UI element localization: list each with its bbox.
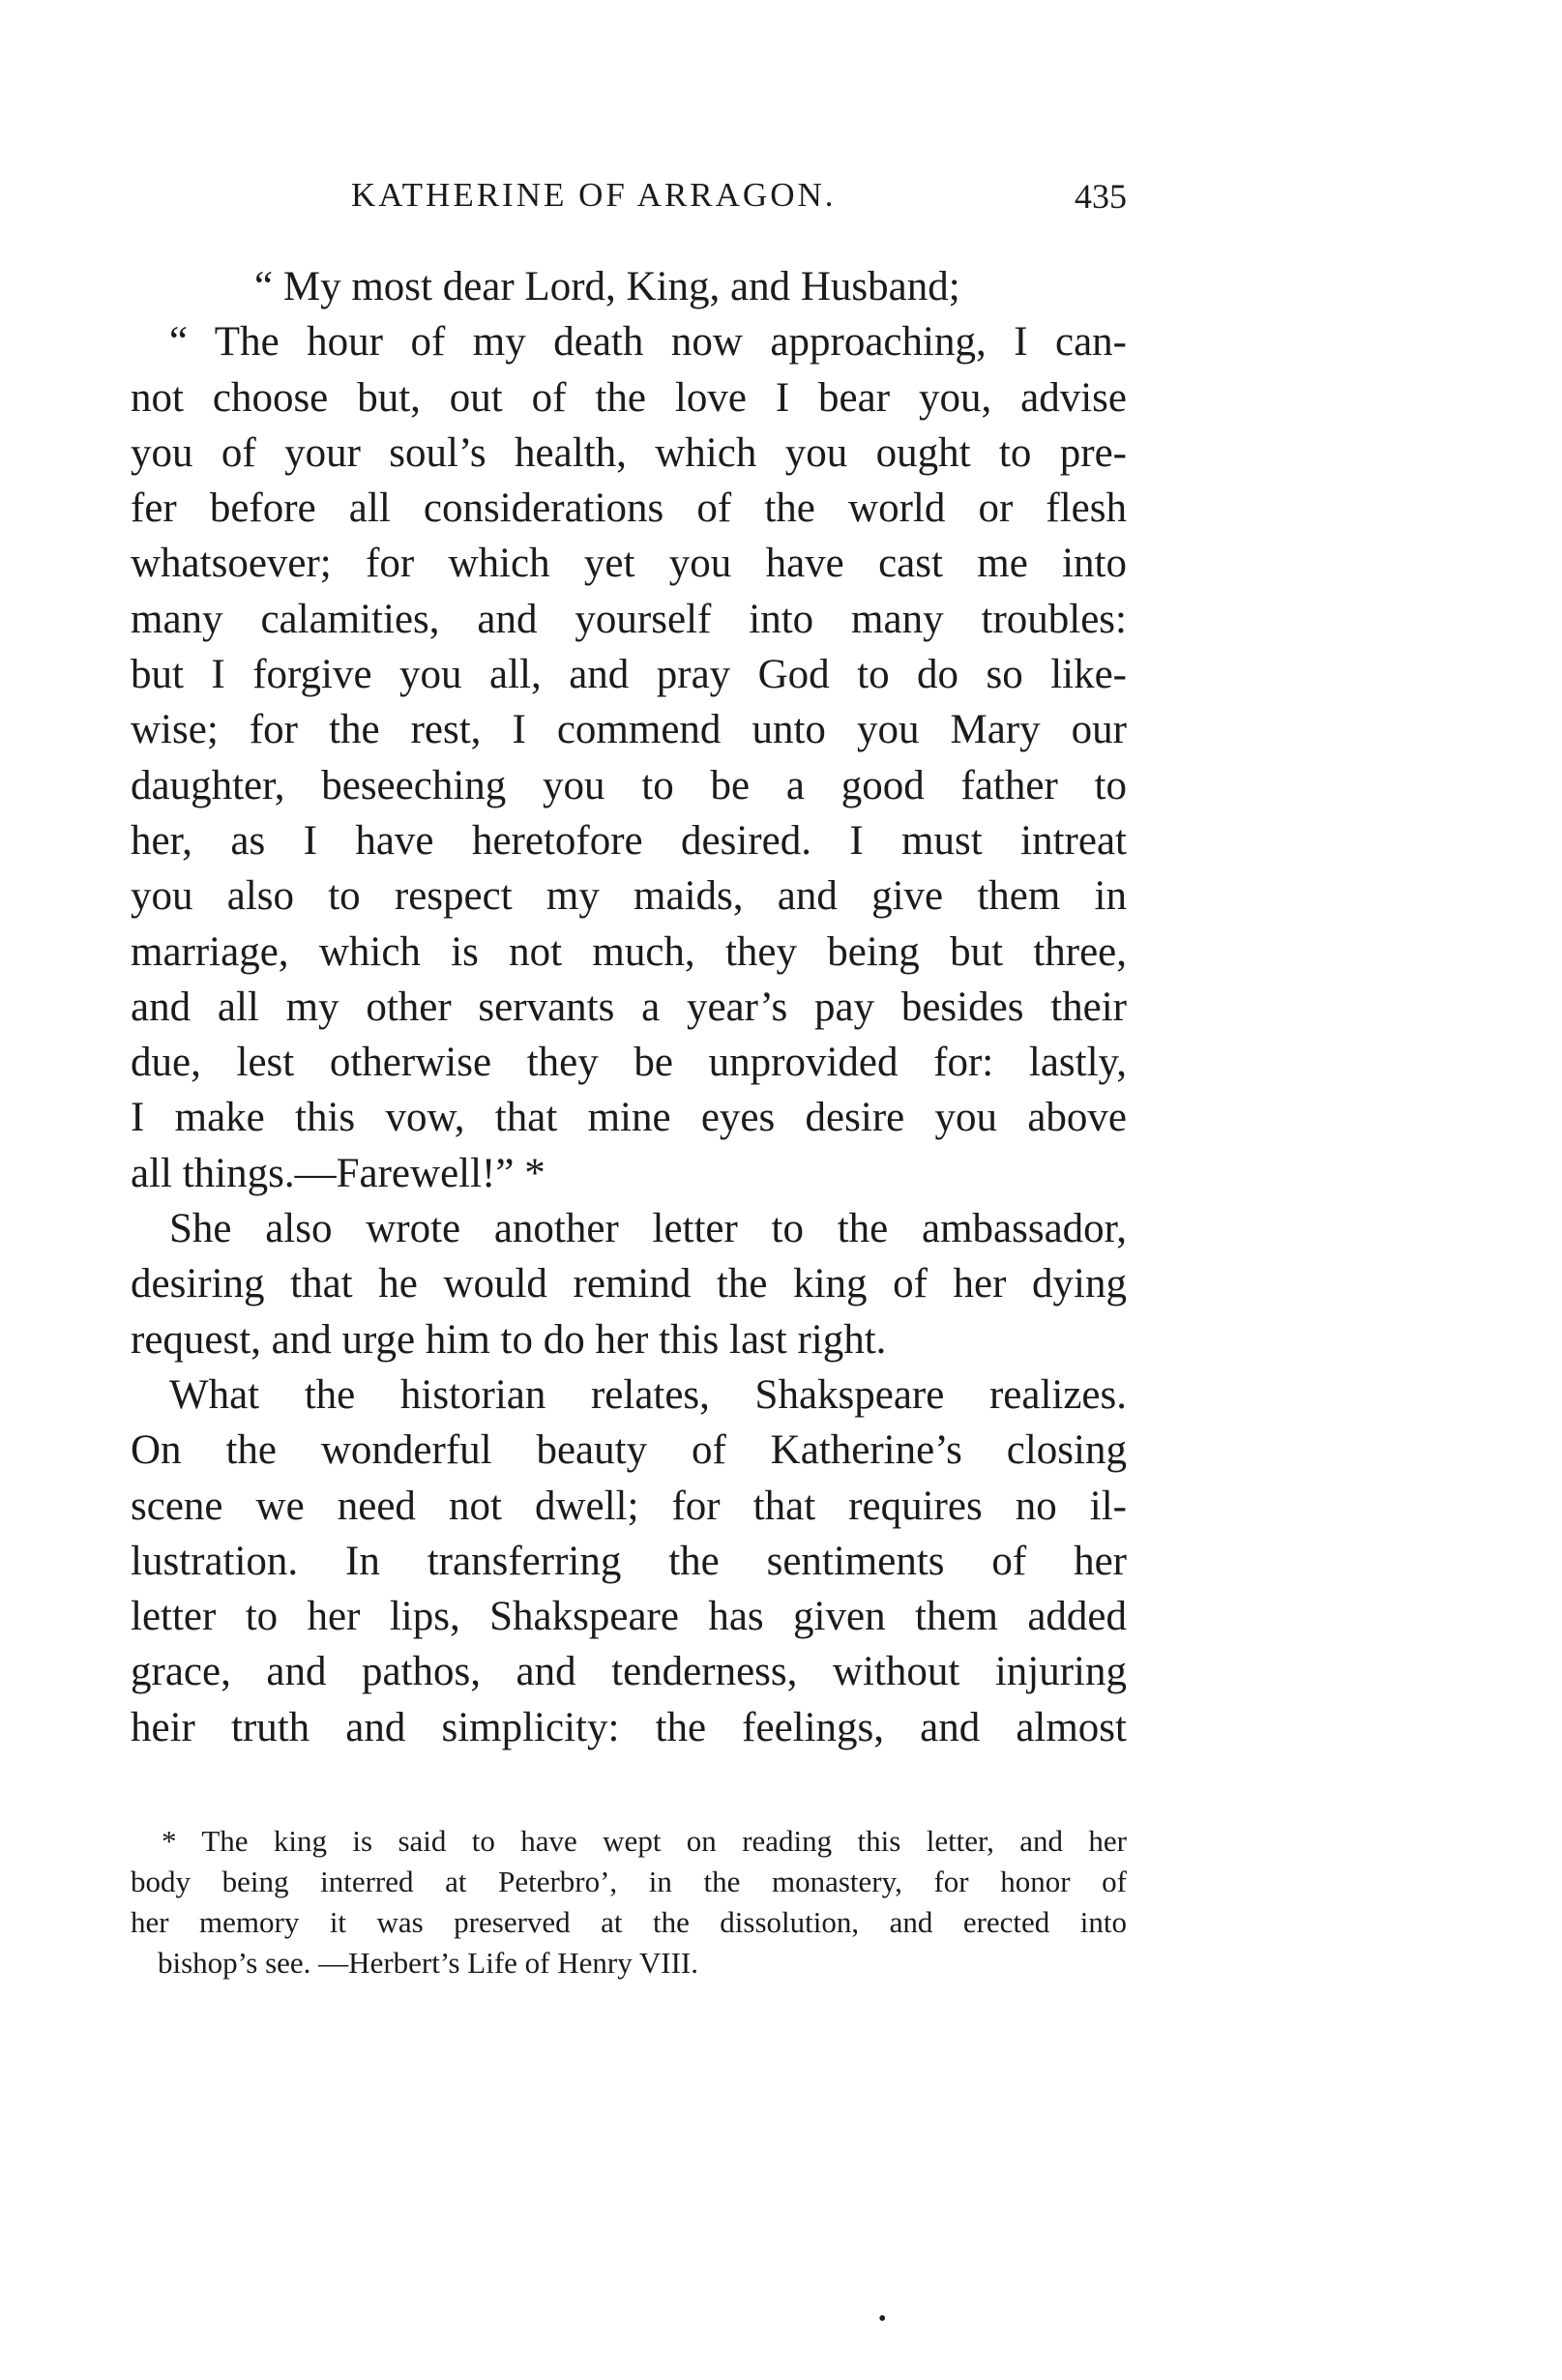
text-line: daughter, beseeching you to be a good father to (131, 762, 1127, 808)
text-line: letter to her lips, Shakspeare has given them added (131, 1594, 1127, 1640)
text-line: her, as I have heretofore desired. I must intreat (131, 817, 1127, 864)
running-head (131, 176, 1127, 224)
text-line: She also wrote another letter to the ambassador, (169, 1206, 1127, 1252)
text-line: not choose but, out of the love I bear you, advise (131, 374, 1127, 421)
text-line: whatsoever; for which yet you have cast me into (131, 541, 1127, 587)
running-title: KATHERINE OF ARRAGON. (351, 176, 837, 214)
footnote-line: body being interred at Peterbro’, in the monastery, for honor of (131, 1865, 1127, 1898)
page-number: 435 (1075, 177, 1127, 216)
text-line: but I forgive you all, and pray God to do so like- (131, 652, 1127, 698)
body-text (131, 259, 1127, 1755)
footnote-line: * The king is said to have wept on reading this letter, and her (162, 1824, 1127, 1858)
text-line: On the wonderful beauty of Katherine’s closing (131, 1427, 1127, 1474)
text-line: “ The hour of my death now approaching, I can- (169, 319, 1127, 366)
text-line: all things.—Farewell!” * (131, 1150, 545, 1196)
text-line: heir truth and simplicity: the feelings, and almost (131, 1704, 1127, 1750)
footnote-line: her memory it was preserved at the dissolution, and erected into (131, 1905, 1127, 1939)
text-line: you also to respect my maids, and give them in (131, 873, 1127, 920)
stray-ink-mark: • (878, 2307, 887, 2332)
text-line: lustration. In transferring the sentiments of her (131, 1538, 1127, 1584)
text-line: you of your soul’s health, which you ought to pre- (131, 429, 1127, 476)
text-line: What the historian relates, Shakspeare realizes. (169, 1371, 1127, 1418)
text-line: desiring that he would remind the king of her dying (131, 1261, 1127, 1308)
letter-salutation: “ My most dear Lord, King, and Husband; (254, 264, 960, 309)
text-line: wise; for the rest, I commend unto you Mary our (131, 707, 1127, 753)
text-line: marriage, which is not much, they being but three, (131, 928, 1127, 975)
text-line: due, lest otherwise they be unprovided for: lastly, (131, 1040, 1127, 1086)
text-line: and all my other servants a year’s pay besides their (131, 984, 1127, 1030)
text-line: scene we need not dwell; for that requires no il- (131, 1483, 1127, 1529)
footnote-line: bishop’s see. —Herbert’s Life of Henry VIII. (158, 1946, 698, 1980)
text-line: grace, and pathos, and tenderness, without injuring (131, 1649, 1127, 1695)
text-line: many calamities, and yourself into many troubles: (131, 596, 1127, 642)
text-line: I make this vow, that mine eyes desire you above (131, 1095, 1127, 1141)
footnote (131, 1821, 1127, 1983)
text-line: request, and urge him to do her this last right. (131, 1316, 887, 1363)
text-line: fer before all considerations of the world or flesh (131, 485, 1127, 532)
